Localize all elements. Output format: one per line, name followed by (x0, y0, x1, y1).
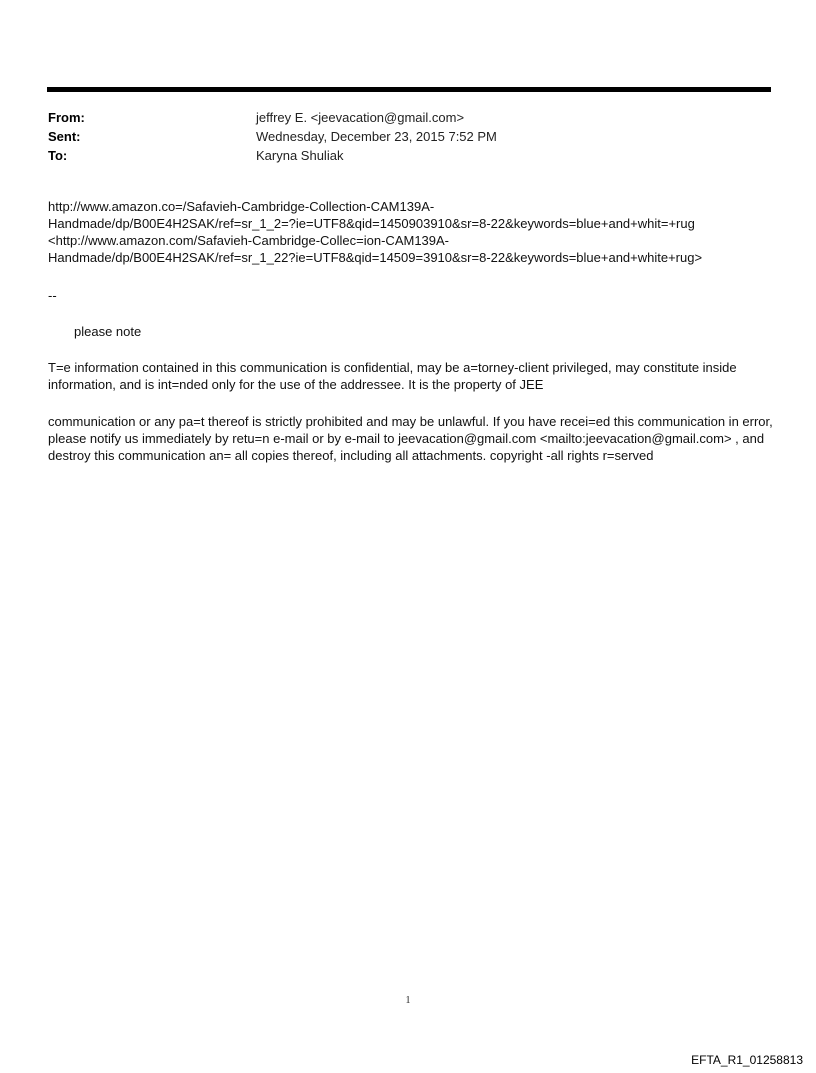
to-label: To: (48, 148, 68, 163)
to-row (48, 146, 768, 165)
url-line[interactable]: <http://www.amazon.com/Safavieh-Cambridge-Collec=ion-CAM139A- (48, 233, 450, 248)
signature-separator: -- (48, 288, 57, 303)
document-id: EFTA_R1_01258813 (691, 1053, 803, 1067)
url-line[interactable]: Handmade/dp/B00E4H2SAK/ref=sr_1_2=?ie=UTF8&qid=1450903910&sr=8-22&keywords=blue+and+whit=+rug (48, 216, 695, 231)
to-value: Karyna Shuliak (256, 148, 344, 163)
please-note: please note (74, 324, 142, 339)
header-divider (47, 87, 771, 92)
email-header (48, 108, 768, 165)
url-block (48, 198, 773, 266)
sent-row (48, 127, 768, 146)
sent-value: Wednesday, December 23, 2015 7:52 PM (256, 129, 497, 144)
page-number: 1 (405, 995, 411, 1006)
from-row (48, 108, 768, 127)
url-line[interactable]: Handmade/dp/B00E4H2SAK/ref=sr_1_22?ie=UTF8&qid=14509=3910&sr=8-22&keywords=blue+and+white+rug> (48, 250, 703, 265)
disclaimer-paragraph-2: communication or any pa=t thereof is strictly prohibited and may be unlawful. If you have recei=ed this communication in error, please notify us immediately by retu=n e-mail or by e-mail to jeevacation@gmail.com <mailto:jeevacation@gmail.com> , and destroy this communication an= all copies thereof, including all attachments. copyright -all rights r=served (48, 414, 773, 463)
disclaimer-paragraph-1: T=e information contained in this communication is confidential, may be a=torney-client privileged, may constitute inside information, and is int=nded only for the use of the addressee. It is the property of JEE (48, 360, 737, 392)
url-line[interactable]: http://www.amazon.co=/Safavieh-Cambridge-Collection-CAM139A- (48, 199, 435, 214)
from-label: From: (48, 110, 85, 125)
from-value: jeffrey E. <jeevacation@gmail.com> (256, 110, 465, 125)
sent-label: Sent: (48, 129, 81, 144)
